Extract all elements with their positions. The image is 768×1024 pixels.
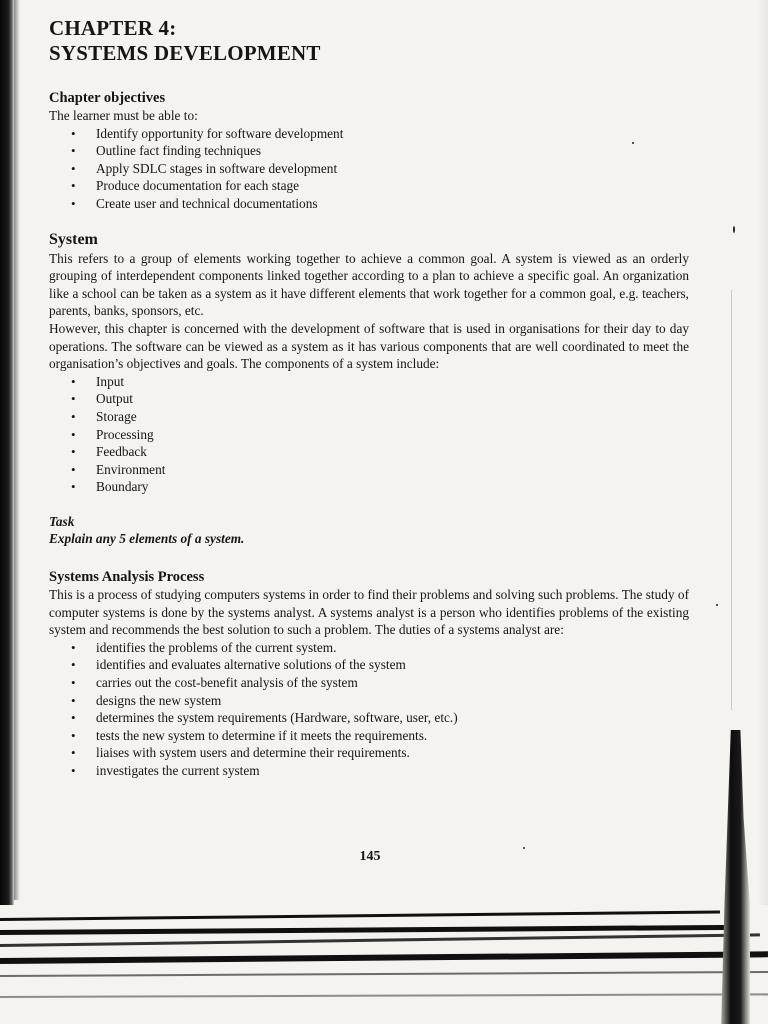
list-item: • Outline fact finding techniques: [71, 142, 689, 160]
scan-right-fold-line: [731, 290, 732, 710]
objectives-intro: The learner must be able to:: [49, 108, 198, 123]
document-page: [49, 16, 689, 780]
page-number: 145: [359, 849, 381, 864]
list-item: • designs the new system: [71, 692, 689, 710]
chapter-number: CHAPTER 4:: [49, 16, 177, 40]
chapter-title: SYSTEMS DEVELOPMENT: [49, 41, 321, 65]
list-item: • tests the new system to determine if it meets the requirements.: [71, 727, 689, 745]
scan-speck: [523, 847, 525, 849]
list-item: • Create user and technical documentations: [71, 195, 689, 213]
list-item: • carries out the cost-benefit analysis of the system: [71, 674, 689, 692]
task-text: Explain any 5 elements of a system.: [49, 531, 245, 547]
list-item: • identifies the problems of the current system.: [71, 639, 689, 657]
scan-left-shadow: [0, 0, 14, 1024]
analysis-paragraph: This is a process of studying computers systems in order to find their problems and solving such problems. The study of computer systems is done by the systems analyst. A systems analyst is a person who identifies problems of the existing system and recommends the best solution to such a problem. The duties of a systems analyst are:: [49, 587, 689, 638]
list-item: • determines the system requirements (Hardware, software, user, etc.): [71, 709, 689, 727]
scan-left-gradient: [14, 0, 20, 900]
system-components-list: [49, 373, 689, 496]
list-item: • Produce documentation for each stage: [71, 177, 689, 195]
list-item: • Identify opportunity for software development: [71, 125, 689, 143]
analyst-duties-list: [49, 639, 689, 780]
list-item: • Storage: [71, 408, 689, 426]
scan-right-edge: [758, 0, 768, 1024]
analysis-heading: Systems Analysis Process: [49, 569, 205, 586]
list-item: • investigates the current system: [71, 762, 689, 780]
task-heading: Task: [49, 513, 75, 529]
system-paragraph-1: This refers to a group of elements working together to achieve a common goal. A system is viewed as an orderly grouping of interdependent components linked together according to a plan to achieve a specific goal. An organization like a school can be taken as a system as it have different elements that work together for a common goal, e.g. teachers, parents, banks, sponsors, etc.: [49, 250, 689, 319]
objectives-list: [49, 125, 689, 213]
list-item: • liaises with system users and determine their requirements.: [71, 744, 689, 762]
list-item: • Apply SDLC stages in software development: [71, 160, 689, 178]
list-item: • Feedback: [71, 443, 689, 461]
system-heading: System: [49, 230, 98, 248]
list-item: • Environment: [71, 461, 689, 479]
list-item: • identifies and evaluates alternative solutions of the system: [71, 656, 689, 674]
list-item: • Boundary: [71, 478, 689, 496]
book-spine-shadow: [718, 730, 750, 1024]
objectives-heading: Chapter objectives: [49, 90, 166, 106]
list-item: • Input: [71, 373, 689, 391]
list-item: • Output: [71, 390, 689, 408]
system-paragraph-2: However, this chapter is concerned with the development of software that is used in organisations for their day to day operations. The software can be viewed as a system as it has various components that are well coordinated to meet the organisation’s objectives and goals. The components of a system include:: [49, 320, 689, 372]
scan-speck: [733, 226, 735, 233]
scan-speck: [716, 604, 718, 606]
list-item: • Processing: [71, 426, 689, 444]
scan-bottom-area: [0, 905, 768, 1024]
